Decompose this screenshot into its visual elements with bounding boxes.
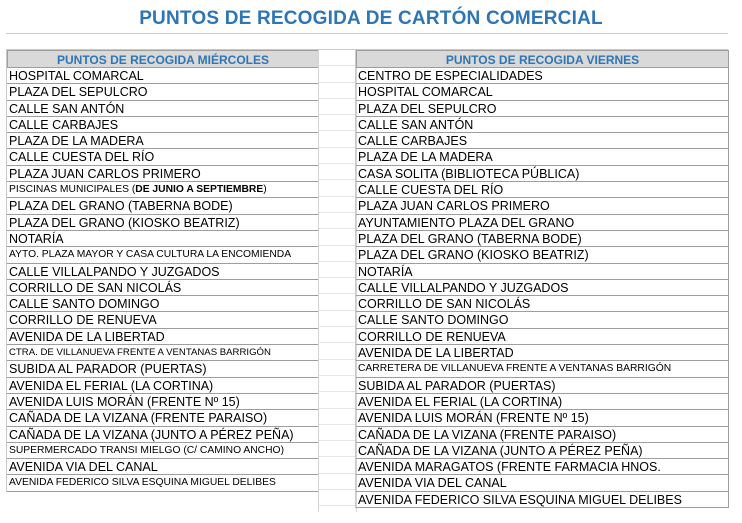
right-list-item — [356, 264, 729, 280]
item-text: CALLE CUESTA DEL RÍO — [358, 183, 504, 198]
gutter-cell — [319, 99, 356, 115]
item-text: AYTO. PLAZA MAYOR Y CASA CULTURA LA ENCOMIENDA — [9, 249, 292, 261]
left-list-item — [7, 394, 319, 410]
left-list-item — [7, 247, 319, 263]
left-list-item — [7, 361, 319, 377]
page-title: PUNTOS DE RECOGIDA DE CARTÓN COMERCIAL — [139, 8, 603, 29]
right-list-item — [356, 149, 729, 165]
left-list-item — [7, 280, 319, 296]
item-text: CALLE SAN ANTÓN — [9, 101, 125, 116]
right-list-item — [356, 215, 729, 231]
item-text: CALLE VILLALPANDO Y JUZGADOS — [358, 280, 569, 295]
item-text: CALLE CARBAJES — [358, 134, 468, 149]
right-list-item — [356, 101, 729, 117]
item-text: PLAZA DEL GRANO (TABERNA BODE) — [358, 231, 582, 246]
friday-column — [355, 50, 729, 508]
item-text: AVENIDA VIA DEL CANAL — [358, 476, 507, 491]
right-list-item — [356, 459, 729, 475]
gutter-cell — [319, 392, 356, 408]
gutter-cell — [319, 229, 356, 245]
gutter-cell — [319, 83, 356, 99]
item-text: PLAZA DEL GRANO (TABERNA BODE) — [9, 199, 233, 214]
item-text: CAÑADA DE LA VIZANA (JUNTO A PÉREZ PEÑA) — [9, 427, 294, 442]
left-list-item — [7, 410, 319, 426]
right-list-item — [356, 312, 729, 328]
gutter-cell — [319, 294, 356, 310]
item-text: AVENIDA VIA DEL CANAL — [9, 460, 158, 475]
wednesday-column — [6, 50, 319, 492]
item-bold-text: DE JUNIO A SEPTIEMBRE — [135, 184, 264, 196]
item-text: CORRILLO DE RENUEVA — [358, 329, 506, 344]
item-text: PLAZA DEL GRANO (KIOSKO BEATRIZ) — [9, 215, 240, 230]
item-text: PLAZA DEL GRANO (KIOSKO BEATRIZ) — [358, 248, 589, 263]
item-text: CAÑADA DE LA VIZANA (JUNTO A PÉREZ PEÑA) — [358, 443, 643, 458]
gutter-cell — [319, 278, 356, 294]
right-list-item — [356, 68, 729, 84]
item-text: AVENIDA EL FERIAL (LA CORTINA) — [358, 394, 563, 409]
gutter-cell — [319, 246, 356, 262]
item-text: CTRA. DE VILLANUEVA FRENTE A VENTANAS BARRIGÓN — [9, 347, 271, 359]
item-text: HOSPITAL COMARCAL — [358, 85, 493, 100]
gutter-cell — [319, 343, 356, 359]
item-text: SUBIDA AL PARADOR (PUERTAS) — [358, 378, 556, 393]
gutter-cell — [319, 66, 356, 82]
item-text-suffix: ) — [263, 184, 267, 196]
item-text: NOTARÍA — [358, 264, 413, 279]
item-text: PLAZA JUAN CARLOS PRIMERO — [358, 199, 550, 214]
left-list-item — [7, 264, 319, 280]
gutter-cell — [319, 311, 356, 327]
gutter-cell — [319, 376, 356, 392]
gutter-cell — [319, 197, 356, 213]
right-list-item — [356, 182, 729, 198]
gutter-cell — [319, 180, 356, 196]
item-text: HOSPITAL COMARCAL — [9, 69, 144, 83]
left-list-item — [7, 215, 319, 231]
right-list-item — [356, 410, 729, 426]
friday-header: PUNTOS DE RECOGIDA VIERNES — [356, 50, 729, 68]
gutter-cell — [319, 327, 356, 343]
spacer-column — [318, 50, 357, 512]
gutter-cell — [319, 115, 356, 131]
item-text: CORRILLO DE SAN NICOLÁS — [9, 280, 182, 295]
left-list-item — [7, 231, 319, 247]
item-text: CALLE SAN ANTÓN — [358, 117, 474, 132]
right-list-item — [356, 133, 729, 149]
item-text: CORRILLO DE SAN NICOLÁS — [358, 297, 531, 312]
left-list-item — [7, 149, 319, 165]
item-text: CASA SOLITA (BIBLIOTECA PÚBLICA) — [358, 166, 580, 181]
item-text: AVENIDA EL FERIAL (LA CORTINA) — [9, 378, 214, 393]
item-text: CAÑADA DE LA VIZANA (FRENTE PARAISO) — [358, 427, 617, 442]
gutter-cell — [319, 490, 356, 506]
left-list-item — [7, 427, 319, 443]
item-text: CORRILLO DE RENUEVA — [9, 313, 157, 328]
right-list-item — [356, 247, 729, 263]
item-text: PLAZA JUAN CARLOS PRIMERO — [9, 166, 201, 181]
item-text: PLAZA DEL SEPULCRO — [9, 85, 148, 100]
item-text: CARRETERA DE VILLANUEVA FRENTE A VENTANAS BARRIGÓN — [358, 363, 672, 375]
item-text: CENTRO DE ESPECIALIDADES — [358, 69, 543, 83]
right-list-item — [356, 329, 729, 345]
left-list-item — [7, 378, 319, 394]
left-list-item — [7, 117, 319, 133]
item-text: PLAZA DEL SEPULCRO — [358, 101, 497, 116]
gutter-cell — [319, 457, 356, 473]
item-text: PISCINAS MUNICIPALES ( — [9, 184, 136, 196]
gutter-cell — [319, 131, 356, 147]
gutter-cell — [319, 262, 356, 278]
right-list-item — [356, 296, 729, 312]
item-text: AVENIDA DE LA LIBERTAD — [358, 346, 514, 361]
left-list-item — [7, 312, 319, 328]
right-list-item — [356, 280, 729, 296]
left-list-item — [7, 182, 319, 198]
gutter-cell — [319, 441, 356, 457]
right-list-item — [356, 345, 729, 361]
right-list-item — [356, 427, 729, 443]
left-list-item — [7, 443, 319, 459]
item-text: CAÑADA DE LA VIZANA (FRENTE PARAISO) — [9, 411, 268, 426]
item-text: PLAZA DE LA MADERA — [358, 150, 493, 165]
item-text: CALLE SANTO DOMINGO — [9, 297, 160, 312]
item-text: AVENIDA FEDERICO SILVA ESQUINA MIGUEL DELIBES — [9, 477, 276, 489]
right-list-item — [356, 166, 729, 182]
left-list-item — [7, 84, 319, 100]
item-text: AVENIDA LUIS MORÁN (FRENTE Nº 15) — [358, 411, 589, 426]
left-list-item — [7, 459, 319, 475]
item-text: NOTARÍA — [9, 231, 64, 246]
item-text: AVENIDA MARAGATOS (FRENTE FARMACIA HNOS. — [358, 460, 661, 475]
right-list-item — [356, 394, 729, 410]
item-text: CALLE VILLALPANDO Y JUZGADOS — [9, 264, 220, 279]
right-list-item — [356, 492, 729, 508]
item-text: CALLE CUESTA DEL RÍO — [9, 150, 155, 165]
empty-spacer-row — [6, 33, 728, 50]
gutter-cell — [319, 425, 356, 441]
left-list-item — [7, 198, 319, 214]
item-text: SUBIDA AL PARADOR (PUERTAS) — [9, 362, 207, 377]
left-list-item — [7, 101, 319, 117]
item-text: AVENIDA DE LA LIBERTAD — [9, 329, 165, 344]
friday-list — [356, 68, 729, 508]
item-text: SUPERMERCADO TRANSI MIELGO (C/ CAMINO ANCHO) — [9, 444, 284, 456]
left-list-item — [7, 345, 319, 361]
left-list-item — [7, 329, 319, 345]
left-list-item — [7, 475, 319, 491]
gutter-cell — [319, 360, 356, 376]
item-text: CALLE SANTO DOMINGO — [358, 313, 509, 328]
item-text: AVENIDA FEDERICO SILVA ESQUINA MIGUEL DELIBES — [358, 492, 682, 507]
wednesday-header: PUNTOS DE RECOGIDA MIÉRCOLES — [7, 50, 319, 68]
gutter-cell — [319, 409, 356, 425]
gutter-cell — [319, 474, 356, 490]
item-text: AVENIDA LUIS MORÁN (FRENTE Nº 15) — [9, 394, 240, 409]
right-list-item — [356, 117, 729, 133]
left-list-item — [7, 166, 319, 182]
item-text: CALLE CARBAJES — [9, 117, 119, 132]
right-list-item — [356, 84, 729, 100]
gutter-cell — [319, 213, 356, 229]
item-text: AYUNTAMIENTO PLAZA DEL GRANO — [358, 215, 575, 230]
left-list-item — [7, 68, 319, 84]
right-list-item — [356, 361, 729, 377]
right-list-item — [356, 378, 729, 394]
right-list-item — [356, 231, 729, 247]
right-list-item — [356, 443, 729, 459]
left-list-item — [7, 296, 319, 312]
item-text: PLAZA DE LA MADERA — [9, 134, 144, 149]
right-list-item — [356, 198, 729, 214]
gutter-cell — [319, 164, 356, 180]
gutter-cell — [319, 148, 356, 164]
wednesday-list — [7, 68, 319, 492]
right-list-item — [356, 475, 729, 491]
gutter-cell — [319, 50, 356, 66]
left-list-item — [7, 133, 319, 149]
